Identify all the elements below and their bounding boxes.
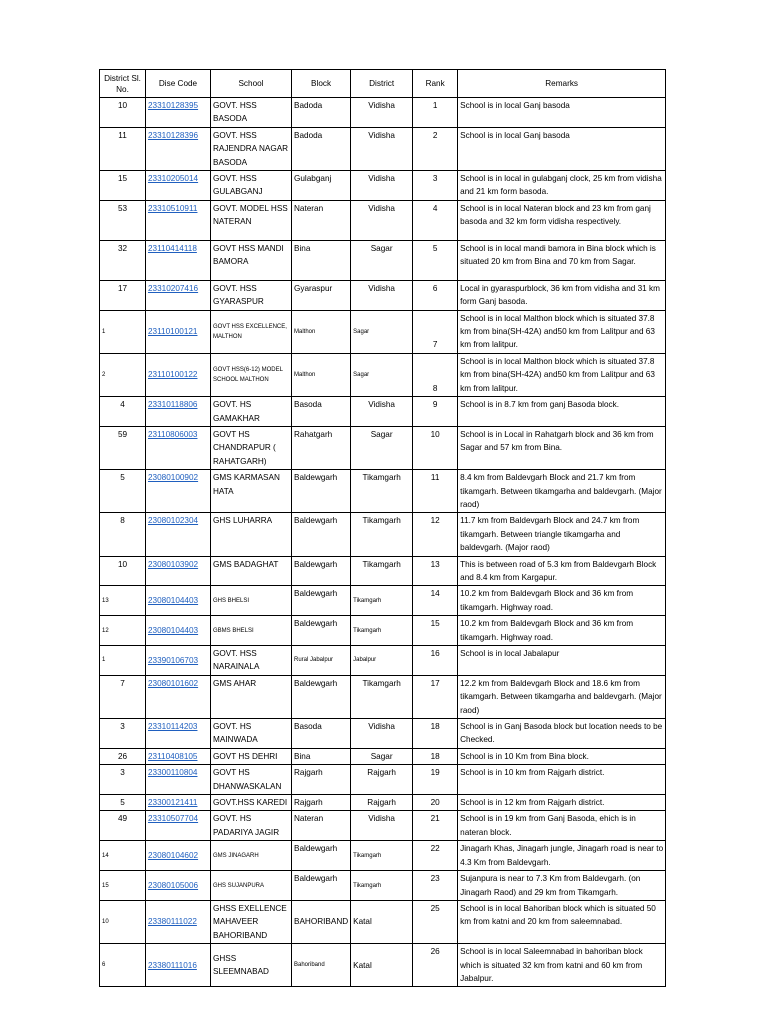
dise-code-link[interactable]: 23080104403 (146, 586, 211, 616)
dise-code-link[interactable]: 23310207416 (146, 280, 211, 310)
school-cell: GOVT HSS(6-12) MODEL SCHOOL MALTHON (211, 353, 292, 396)
sl-no-cell: 53 (100, 200, 146, 240)
remarks-cell: School is in local Ganj basoda (458, 127, 666, 170)
table-row (100, 811, 666, 841)
district-cell: Jabalpur (351, 646, 413, 676)
rank-cell: 4 (413, 200, 458, 240)
block-cell: Bahoriband (292, 944, 351, 987)
sl-no-cell: 11 (100, 127, 146, 170)
table-row (100, 871, 666, 901)
block-cell: Rural Jabalpur (292, 646, 351, 676)
table-row (100, 675, 666, 718)
table-row (100, 470, 666, 513)
remarks-cell: School is in 10 km from Rajgarh district. (458, 765, 666, 795)
school-cell: GOVT HS DEHRI (211, 748, 292, 764)
rank-cell: 16 (413, 646, 458, 676)
sl-no-cell: 15 (100, 171, 146, 201)
district-cell: Sagar (351, 353, 413, 396)
remarks-cell: School is in local Bahoriban block which is situated 50 km from katni and 20 km from saleemnabad. (458, 900, 666, 943)
rank-cell: 10 (413, 426, 458, 469)
district-cell: Sagar (351, 748, 413, 764)
table-row (100, 127, 666, 170)
district-cell: Tikamgarh (351, 513, 413, 556)
block-cell: Baldewgarh (292, 871, 351, 901)
sl-no-cell: 32 (100, 240, 146, 280)
district-cell: Sagar (351, 426, 413, 469)
dise-code-link[interactable]: 23110408105 (146, 748, 211, 764)
district-cell: Vidisha (351, 811, 413, 841)
school-cell: GOVT. HS GAMAKHAR (211, 397, 292, 427)
district-cell: Vidisha (351, 397, 413, 427)
block-cell: Baldewgarh (292, 841, 351, 871)
district-cell: Sagar (351, 310, 413, 353)
remarks-cell: School is in local Saleemnabad in bahoriban block which is situated 32 km from katni and 60 km from Jabalpur. (458, 944, 666, 987)
remarks-cell: School is in local Jabalapur (458, 646, 666, 676)
table-row (100, 616, 666, 646)
rank-cell: 8 (413, 353, 458, 396)
sl-no-cell: 26 (100, 748, 146, 764)
table-row (100, 98, 666, 128)
block-cell: Rahatgarh (292, 426, 351, 469)
school-cell: GHS BHELSI (211, 586, 292, 616)
remarks-cell: School is in local mandi bamora in Bina block which is situated 20 km from Bina and 70 km from Sagar. (458, 240, 666, 280)
block-cell: Baldewgarh (292, 586, 351, 616)
rank-cell: 13 (413, 556, 458, 586)
dise-code-link[interactable]: 23310114203 (146, 719, 211, 749)
rank-cell: 14 (413, 586, 458, 616)
sl-no-cell: 3 (100, 765, 146, 795)
table-row (100, 426, 666, 469)
rank-cell: 5 (413, 240, 458, 280)
school-cell: GHSS SLEEMNABAD (211, 944, 292, 987)
sl-no-cell: 10 (100, 556, 146, 586)
table-row (100, 310, 666, 353)
school-cell: GOVT HS CHANDRAPUR ( RAHATGARH) (211, 426, 292, 469)
table-row (100, 646, 666, 676)
block-cell: Baldewgarh (292, 470, 351, 513)
rank-cell: 7 (413, 310, 458, 353)
table-row (100, 765, 666, 795)
rank-cell: 12 (413, 513, 458, 556)
table-row (100, 900, 666, 943)
block-cell: Badoda (292, 98, 351, 128)
rank-cell: 22 (413, 841, 458, 871)
sl-no-cell: 14 (100, 841, 146, 871)
rank-cell: 9 (413, 397, 458, 427)
block-cell: Bina (292, 240, 351, 280)
district-cell: Tikamgarh (351, 841, 413, 871)
remarks-cell: School is in 12 km from Rajgarh district. (458, 795, 666, 811)
block-cell: Malthon (292, 310, 351, 353)
school-cell: GOVT. HSS GULABGANJ (211, 171, 292, 201)
school-cell: GOVT. HS MAINWADA (211, 719, 292, 749)
district-cell: Vidisha (351, 98, 413, 128)
dise-code-link[interactable]: 23300110804 (146, 765, 211, 795)
rank-cell: 11 (413, 470, 458, 513)
block-cell: Nateran (292, 200, 351, 240)
header-sl-no: District Sl. No. (100, 70, 146, 98)
school-cell: GOVT HSS EXCELLENCE, MALTHON (211, 310, 292, 353)
district-cell: Rajgarh (351, 795, 413, 811)
rank-cell: 25 (413, 900, 458, 943)
remarks-cell: 11.7 km from Baldevgarh Block and 24.7 km from tikamgarh. Between triangle tikamgarha and baldevgarh. (Major raod) (458, 513, 666, 556)
dise-code-link[interactable]: 23080101602 (146, 675, 211, 718)
rank-cell: 6 (413, 280, 458, 310)
remarks-cell: School is in local Malthon block which is situated 37.8 km from bina(SH-42A) and50 km from Lalitpur and 63 km from lalitpur. (458, 353, 666, 396)
school-cell: GHS LUHARRA (211, 513, 292, 556)
table-row (100, 353, 666, 396)
dise-code-link[interactable]: 23110806003 (146, 426, 211, 469)
sl-no-cell: 3 (100, 719, 146, 749)
block-cell: Baldewgarh (292, 556, 351, 586)
dise-code-link[interactable]: 23080104403 (146, 616, 211, 646)
header-remarks: Remarks (458, 70, 666, 98)
header-district: District (351, 70, 413, 98)
table-row (100, 841, 666, 871)
remarks-cell: School is in local in gulabganj clock, 25 km from vidisha and 21 km form basoda. (458, 171, 666, 201)
district-cell: Katal (351, 944, 413, 987)
block-cell: Baldewgarh (292, 675, 351, 718)
rank-cell: 15 (413, 616, 458, 646)
district-cell: Tikamgarh (351, 586, 413, 616)
school-cell: GOVT. HSS BASODA (211, 98, 292, 128)
remarks-cell: This is between road of 5.3 km from Baldevgarh Block and 8.4 km from Kargapur. (458, 556, 666, 586)
school-cell: GOVT. HSS GYARASPUR (211, 280, 292, 310)
rank-cell: 2 (413, 127, 458, 170)
dise-code-link[interactable]: 23080100902 (146, 470, 211, 513)
header-block: Block (292, 70, 351, 98)
rank-cell: 21 (413, 811, 458, 841)
dise-code-link[interactable]: 23080103902 (146, 556, 211, 586)
dise-code-link[interactable]: 23310128396 (146, 127, 211, 170)
dise-code-link[interactable]: 23310510911 (146, 200, 211, 240)
table-row (100, 556, 666, 586)
rank-cell: 1 (413, 98, 458, 128)
table-row (100, 719, 666, 749)
school-cell: GOVT HSS MANDI BAMORA (211, 240, 292, 280)
dise-code-link[interactable]: 23110100121 (146, 310, 211, 353)
remarks-cell: School is in 10 Km from Bina block. (458, 748, 666, 764)
sl-no-cell: 15 (100, 871, 146, 901)
table-row (100, 944, 666, 987)
district-cell: Vidisha (351, 200, 413, 240)
rank-cell: 20 (413, 795, 458, 811)
district-cell: Vidisha (351, 719, 413, 749)
sl-no-cell: 10 (100, 900, 146, 943)
table-row (100, 397, 666, 427)
header-school: School (211, 70, 292, 98)
sl-no-cell: 1 (100, 310, 146, 353)
rank-cell: 18 (413, 719, 458, 749)
remarks-cell: Local in gyaraspurblock, 36 km from vidisha and 31 km form Ganj basoda. (458, 280, 666, 310)
sl-no-cell: 10 (100, 98, 146, 128)
school-cell: GHS SUJANPURA (211, 871, 292, 901)
sl-no-cell: 7 (100, 675, 146, 718)
remarks-cell: Sujanpura is near to 7.3 Km from Baldevgarh. (on Jinagarh Raod) and 29 km from Tikamgarh. (458, 871, 666, 901)
table-row (100, 795, 666, 811)
block-cell: Basoda (292, 719, 351, 749)
district-cell: Sagar (351, 240, 413, 280)
block-cell: Gulabganj (292, 171, 351, 201)
remarks-cell: School is in Ganj Basoda block but location needs to be Checked. (458, 719, 666, 749)
rank-cell: 19 (413, 765, 458, 795)
sl-no-cell: 17 (100, 280, 146, 310)
block-cell: Baldewgarh (292, 513, 351, 556)
district-cell: Tikamgarh (351, 556, 413, 586)
sl-no-cell: 4 (100, 397, 146, 427)
school-cell: GOVT. MODEL HSS NATERAN (211, 200, 292, 240)
dise-code-link[interactable]: 23300121411 (146, 795, 211, 811)
dise-code-link[interactable]: 23110100122 (146, 353, 211, 396)
header-row (100, 70, 666, 98)
dise-code-link[interactable]: 23080105006 (146, 871, 211, 901)
dise-code-link[interactable]: 23310118806 (146, 397, 211, 427)
block-cell: Malthon (292, 353, 351, 396)
block-cell: Rajgarh (292, 795, 351, 811)
header-dise-code: Dise Code (146, 70, 211, 98)
remarks-cell: 8.4 km from Baldevgarh Block and 21.7 km from tikamgarh. Between tikamgarha and baldevgarh. (Major raod) (458, 470, 666, 513)
district-cell: Vidisha (351, 280, 413, 310)
rank-cell: 18 (413, 748, 458, 764)
remarks-cell: 10.2 km from Baldevgarh Block and 36 km from tikamgarh. Highway road. (458, 586, 666, 616)
school-cell: GMS AHAR (211, 675, 292, 718)
dise-code-link[interactable]: 23310507704 (146, 811, 211, 841)
sl-no-cell: 12 (100, 616, 146, 646)
sl-no-cell: 2 (100, 353, 146, 396)
table-row (100, 200, 666, 240)
district-cell: Vidisha (351, 171, 413, 201)
district-cell: Tikamgarh (351, 470, 413, 513)
dise-code-link[interactable]: 23390106703 (146, 646, 211, 676)
header-rank: Rank (413, 70, 458, 98)
rank-cell: 17 (413, 675, 458, 718)
block-cell: Bina (292, 748, 351, 764)
school-cell: GOVT. HSS RAJENDRA NAGAR BASODA (211, 127, 292, 170)
district-cell: Katal (351, 900, 413, 943)
district-cell: Vidisha (351, 127, 413, 170)
rank-cell: 3 (413, 171, 458, 201)
dise-code-link[interactable]: 23110414118 (146, 240, 211, 280)
remarks-cell: 10.2 km from Baldevgarh Block and 36 km from tikamgarh. Highway road. (458, 616, 666, 646)
sl-no-cell: 6 (100, 944, 146, 987)
table-row (100, 513, 666, 556)
remarks-cell: Jinagarh Khas, Jinagarh jungle, Jinagarh road is near to 4.3 Km from Baldevgarh. (458, 841, 666, 871)
table-row (100, 280, 666, 310)
dise-code-link[interactable]: 23310128395 (146, 98, 211, 128)
school-cell: GOVT HS DHANWASKALAN (211, 765, 292, 795)
sl-no-cell: 5 (100, 470, 146, 513)
district-cell: Tikamgarh (351, 616, 413, 646)
block-cell: Rajgarh (292, 765, 351, 795)
block-cell: BAHORIBAND (292, 900, 351, 943)
district-cell: Tikamgarh (351, 871, 413, 901)
table-row (100, 748, 666, 764)
school-cell: GOVT.HSS KAREDI (211, 795, 292, 811)
school-cell: GMS BADAGHAT (211, 556, 292, 586)
school-cell: GOVT. HSS NARAINALA (211, 646, 292, 676)
remarks-cell: School is in local Malthon block which is situated 37.8 km from bina(SH-42A) and50 km from Lalitpur and 63 km from lalitpur. (458, 310, 666, 353)
school-cell: GOVT. HS PADARIYA JAGIR (211, 811, 292, 841)
sl-no-cell: 8 (100, 513, 146, 556)
sl-no-cell: 59 (100, 426, 146, 469)
remarks-cell: School is in Local in Rahatgarh block and 36 km from Sagar and 57 km from Bina. (458, 426, 666, 469)
sl-no-cell: 13 (100, 586, 146, 616)
block-cell: Gyaraspur (292, 280, 351, 310)
dise-code-link[interactable]: 23080104602 (146, 841, 211, 871)
table-row (100, 240, 666, 280)
school-cell: GMS JINAGARH (211, 841, 292, 871)
schools-table (99, 69, 666, 987)
dise-code-link[interactable]: 23380111022 (146, 900, 211, 943)
table-row (100, 171, 666, 201)
sl-no-cell: 1 (100, 646, 146, 676)
school-cell: GBMS BHELSI (211, 616, 292, 646)
remarks-cell: School is in local Nateran block and 23 km from ganj basoda and 32 km form vidisha respectively. (458, 200, 666, 240)
district-cell: Rajgarh (351, 765, 413, 795)
school-cell: GHSS EXELLENCE MAHAVEER BAHORIBAND (211, 900, 292, 943)
remarks-cell: 12.2 km from Baldevgarh Block and 18.6 km from tikamgarh. Between tikamgarha and baldevgarh. (Major raod) (458, 675, 666, 718)
table-row (100, 586, 666, 616)
remarks-cell: School is in 19 km from Ganj Basoda, ehich is in nateran block. (458, 811, 666, 841)
block-cell: Badoda (292, 127, 351, 170)
remarks-cell: School is in local Ganj basoda (458, 98, 666, 128)
district-cell: Tikamgarh (351, 675, 413, 718)
block-cell: Basoda (292, 397, 351, 427)
remarks-cell: School is in 8.7 km from ganj Basoda block. (458, 397, 666, 427)
sl-no-cell: 49 (100, 811, 146, 841)
dise-code-link[interactable]: 23310205014 (146, 171, 211, 201)
dise-code-link[interactable]: 23380111016 (146, 944, 211, 987)
block-cell: Nateran (292, 811, 351, 841)
sl-no-cell: 5 (100, 795, 146, 811)
school-cell: GMS KARMASAN HATA (211, 470, 292, 513)
rank-cell: 23 (413, 871, 458, 901)
block-cell: Baldewgarh (292, 616, 351, 646)
dise-code-link[interactable]: 23080102304 (146, 513, 211, 556)
rank-cell: 26 (413, 944, 458, 987)
